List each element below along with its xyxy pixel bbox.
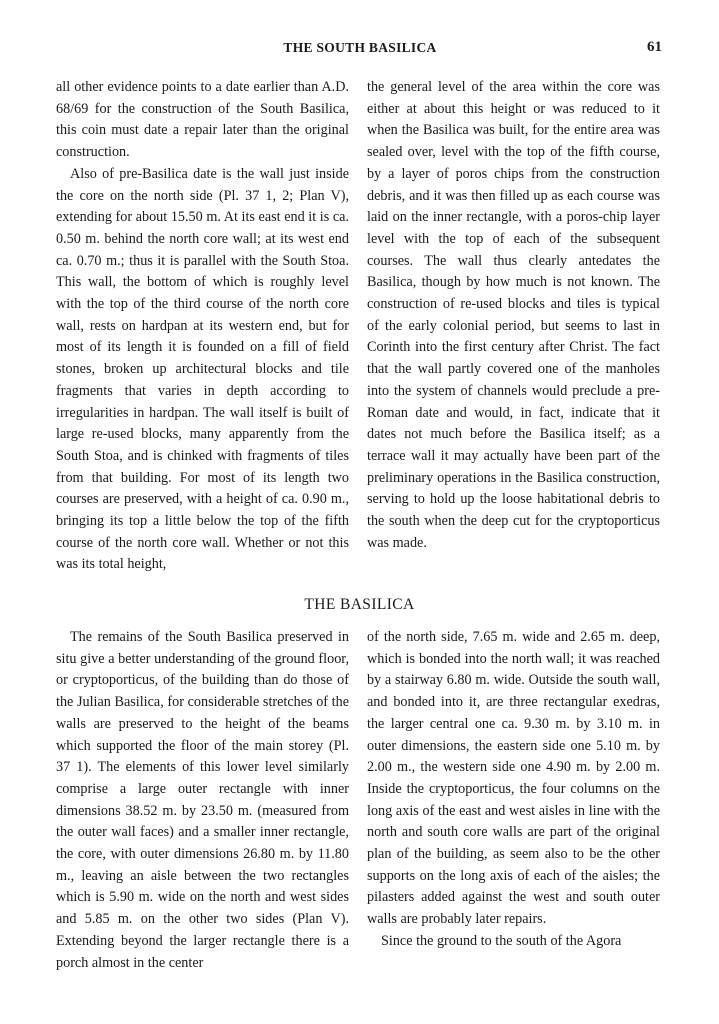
top-left-column: [56, 77, 349, 576]
bottom-right-column: [367, 627, 660, 953]
running-title: THE SOUTH BASILICA: [283, 40, 437, 55]
paragraph: Since the ground to the south of the Agora: [381, 932, 622, 949]
paragraph: The remains of the South Basilica preserved in situ give a better understanding of the ground floor, or cryptoporticus, of the building than do those of the Julian Basilica, for considerable stretches of the walls are preserved to the height of the beams which supported the floor of the main storey (Pl. 37 1). The elements of this lower level similarly comprise a large outer rectangle with inner dimensions 38.52 m. by 23.50 m. (measured from the outer wall faces) and a smaller inner rectangle, the core, with outer dimensions 26.80 m. by 11.80 m., leaving an aisle between the two rectangles which is 5.90 m. wide on the north and west sides and 5.85 m. on the other two sides (Plan V). Extending beyond the larger rectangle there is a porch almost in the center: [56, 629, 349, 971]
running-head: [58, 40, 662, 64]
paragraph: the general level of the area within the core was either at about this height or was reduced to it when the Basilica was built, for the entire area was sealed over, level with the top of the fifth course, by a layer of poros chips from the construction debris, and it was then filled up as each course was laid on the inner rectangle, with a poros-chip layer level with the top of each of the subsequent courses. The wall thus clearly antedates the Basilica, though by how much is not known. The construction of re-used blocks and tiles is typical of the early colonial period, but seems to last in Corinth into the first century after Christ. The fact that the wall partly covered one of the manholes into the system of channels would preclude a pre-Roman date and would, in fact, indicate that it dates not much before the Basilica itself; as a terrace wall it may actually have been part of the preliminary operations in the Basilica construction, serving to hold up the loose habitational debris to the south when the deep cut for the cryptoporticus was made.: [367, 79, 660, 551]
page-number: 61: [647, 39, 662, 55]
paragraph: Also of pre-Basilica date is the wall just inside the core on the north side (Pl. 37 1, 2; Plan V), extending for about 15.50 m. At its east end it is ca. 0.50 m. behind the north core wall; at its west end ca. 0.70 m.; thus it is parallel with the South Stoa. This wall, the bottom of which is roughly level with the top of the third course of the north core wall, rests on hardpan at its western end, but for most of its length it is founded on a fill of field stones, broken up architectural blocks and tile fragments that varies in depth according to irregularities in hardpan. The wall itself is built of large re-used blocks, many apparently from the South Stoa, and is chinked with fragments of tiles from that building. For most of its length two courses are preserved, with a height of ca. 0.90 m., bringing its top a little below the top of the fifth course of the north core wall. Whether or not this was its total height,: [56, 165, 349, 573]
paragraph: all other evidence points to a date earlier than A.D. 68/69 for the construction of the South Basilica, this coin must date a repair later than the original construction.: [56, 79, 349, 161]
section-heading: THE BASILICA: [304, 596, 415, 613]
top-right-column: [367, 77, 660, 554]
paragraph: of the north side, 7.65 m. wide and 2.65 m. deep, which is bonded into the north wall; it was reached by a stairway 6.80 m. wide. Outside the south wall, and bonded into it, are three rectangular exedras, the larger central one ca. 9.30 m. by 3.10 m. in outer dimensions, the eastern side one 5.10 m. by 2.00 m., the western side one 4.90 m. by 2.00 m. Inside the cryptoporticus, the four columns on the long axis of the east and west aisles in line with the north and south core walls are part of the original plan of the building, as seem also to be the other supports on the long axis of each of the aisles; the pilasters added against the west and south outer walls are probably later repairs.: [367, 629, 660, 928]
bottom-left-column: [56, 627, 349, 974]
